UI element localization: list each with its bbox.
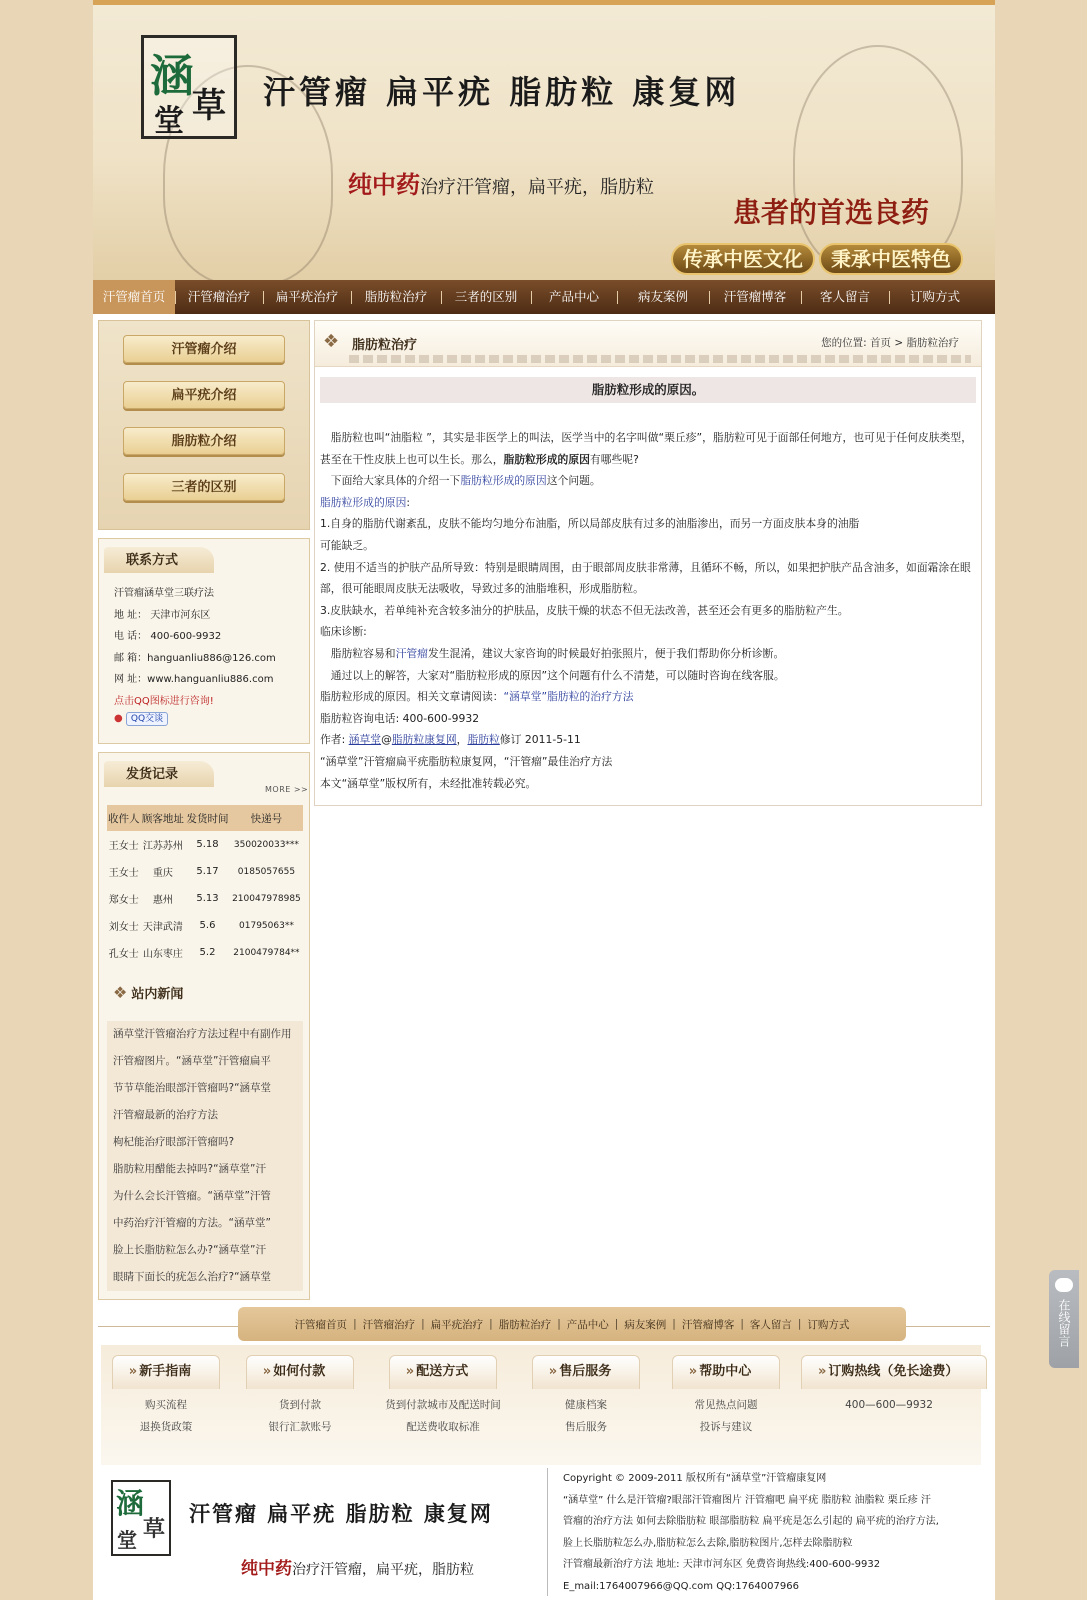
decorative-pattern [349,355,971,363]
footer-link[interactable]: 脂肪粒治疗 [498,1318,552,1331]
news-item[interactable]: 脂肪粒用醋能去掉吗?“涵草堂”汗 [113,1163,266,1175]
contact-line: 汗管瘤涵草堂三联疗法 [114,588,214,599]
sidebar-item-milia-intro[interactable]: 脂肪粒介绍 [123,427,285,455]
contact-title: 联系方式 [104,547,214,573]
site-link[interactable]: 脂肪粒康复网 [391,733,457,747]
nav-item-difference[interactable]: 三者的区别 [441,280,531,314]
banner-title: 汗管瘤 扁平疣 脂肪粒 康复网 [263,73,741,111]
article-link[interactable]: 脂肪粒形成的原因 [320,495,407,509]
table-row: 王女士 重庆 5.17 0185057655 [108,866,296,879]
help-link[interactable]: 健康档案 [565,1399,607,1411]
footer-subtitle: 纯中药治疗汗管瘤，扁平疣，脂肪粒 [241,1559,474,1579]
help-section [101,1345,981,1465]
email-line: E_mail:1764007966@QQ.com QQ:1764007966 [563,1580,799,1592]
footer-link[interactable]: 扁平疣治疗 [430,1318,484,1331]
col-date: 发货时间 [185,805,230,831]
help-link[interactable]: 售后服务 [565,1420,607,1433]
news-list [107,1021,303,1291]
breadcrumb[interactable]: 您的位置: 首页 > 脂肪粒治疗 [821,337,959,349]
table-row: 王女士 江苏苏州 5.18 350020033*** [108,839,299,852]
footer-link[interactable]: 汗管瘤首页 [294,1318,348,1331]
article-title: 脂肪粒形成的原因。 [320,377,976,403]
footer-link[interactable]: 汗管瘤博客 [681,1318,735,1331]
site-logo[interactable]: 涵 草 堂 [141,35,237,139]
news-item[interactable]: 汗管瘤图片。“涵草堂”汗管瘤扁平 [113,1055,271,1067]
col-recipient: 收件人 [107,805,141,831]
contact-address: 地 址： 天津市河东区 [114,609,211,621]
footer-link[interactable]: 订购方式 [807,1318,850,1331]
keyword-line[interactable]: “涵草堂” 什么是汗管瘤?眼部汗管瘤图片 汗管瘤吧 扁平疣 脂肪粒 油脂粒 栗丘疹 汗 [563,1494,931,1506]
footer-divider-vertical [547,1468,548,1596]
help-link[interactable]: 货到付款城市及配送时间 [385,1399,501,1411]
copyright-section [101,1468,989,1600]
badge-heritage: 传承中医文化 [671,243,815,275]
news-item[interactable]: 中药治疗汗管瘤的方法。“涵草堂” [113,1217,271,1229]
qq-icon: ● [114,713,123,724]
help-col-help-center: » 帮助中心 常见热点问题 投诉与建议 [661,1355,791,1438]
nav-item-home[interactable]: 汗管瘤首页 [93,280,175,314]
diamond-icon: ❖ [113,983,128,1002]
table-row: 孔女士 山东枣庄 5.2 2100479784** [108,947,300,960]
footer-link[interactable]: 产品中心 [566,1318,609,1331]
main-header [315,321,981,367]
shipping-title: 发货记录 [104,761,214,787]
news-item[interactable]: 枸杞能治疗眼部汗管瘤吗? [113,1136,235,1148]
news-item[interactable]: 眼睛下面长的疣怎么治疗?“涵草堂 [113,1271,272,1283]
section-title: 脂肪粒治疗 [352,338,418,353]
nav-item-order[interactable]: 订购方式 [889,280,981,314]
footer-logo: 涵 草 堂 [111,1480,171,1556]
article-body: 脂肪粒也叫“油脂粒 ”，其实是非医学上的叫法，医学当中的名字叫做“栗丘疹”，脂肪粒可见于面部任何地方，也可见于任何皮肤类型， 甚至在干性皮肤上也可以生长。那么，脂肪粒形成的原因有哪些呢? 下面给大家具体的介绍一下脂肪粒形成的原因这个问题。 脂肪粒形成的原因: 1.自身的脂肪代谢紊乱，皮肤不能均匀地分布油脂，所以局部皮肤有过多的油脂渗出，而另一方面皮肤本身的油脂 可能缺乏。 2. 使用不适当的护肤产品所导致：特别是眼睛周围，由于眼部周皮肤非常薄，且循环不畅，所以，如果把护肤产品含油多，如面霜涂在眼 部，很可能眼周皮肤无法吸收，导致过多的油脂堆积，形成脂肪粒。 3.皮肤缺水，若单纯补充含较多油分的护肤品，皮肤干燥的状态不但无法改善，甚至还会有更多的脂肪粒产生。 临床诊断: 脂肪粒容易和汗管瘤发生混淆，建议大家咨询的时候最好拍张照片，便于我们帮助你分析诊断。 通过以上的解答，大家对“脂肪粒形成的原因”这个问题有什么不清楚，可以随时咨询在线客服。 脂肪粒形成的原因。相关文章请阅读：“涵草堂”脂肪粒的治疗方法 脂肪粒咨询电话: 400-600-9932 作者: 涵草堂@脂肪粒康复网，脂肪粒修订 2011-5-11 “涵草堂”汗管瘤扁平疣脂肪粒康复网，“汗管瘤”最佳治疗方法 本文“涵草堂”版权所有，未经批准转载必究。 [320,431,973,790]
nav-item-guestbook[interactable]: 客人留言 [801,280,889,314]
sidebar-item-flat-wart-intro[interactable]: 扁平疣介绍 [123,381,285,409]
address-line: 汗管瘤最新治疗方法 地址: 天津市河东区 免费咨询热线:400-600-9932 [563,1559,881,1570]
header-banner [93,0,995,280]
online-message-widget[interactable]: 在线留言 [1049,1270,1079,1368]
article-link[interactable]: 汗管瘤 [395,646,428,660]
keyword-line[interactable]: 管瘤的治疗方法 如何去除脂肪粒 眼部脂肪粒 扁平疣是怎么引起的 扁平疣的治疗方法, [563,1516,939,1527]
nav-item-milia[interactable]: 脂肪粒治疗 [351,280,441,314]
news-item[interactable]: 节节草能治眼部汗管瘤吗?“涵草堂 [113,1082,272,1094]
help-link[interactable]: 货到付款 [279,1399,321,1411]
footer-link[interactable]: 客人留言 [749,1318,792,1331]
table-row: 郑女士 惠州 5.13 210047978985 [108,893,301,906]
help-col-aftersale: » 售后服务 健康档案 售后服务 [527,1355,645,1438]
shipping-table [107,805,303,966]
contact-website: 网 址：www.hanguanliu886.com [114,674,274,685]
banner-subtitle: 纯中药治疗汗管瘤，扁平疣，脂肪粒 [348,170,654,199]
contact-box [98,538,310,744]
author-link[interactable]: 涵草堂 [348,733,382,747]
footer-link[interactable]: 汗管瘤治疗 [362,1318,416,1331]
copyright-text [563,1468,987,1597]
shipping-box [98,752,310,1300]
news-title: ❖ 站内新闻 [113,983,184,1002]
main-content [314,320,982,806]
banner-slogan: 患者的首选良药 [733,196,930,229]
qq-tip: 点击QQ图标进行咨询! [114,695,214,707]
help-link[interactable]: 投诉与建议 [699,1420,753,1433]
chat-bubble-icon [1055,1278,1073,1292]
table-row: 刘女士 天津武清 5.6 01795063** [108,920,294,933]
sidebar-item-difference[interactable]: 三者的区别 [123,473,285,501]
col-tracking: 快递号 [230,805,303,831]
help-col-delivery: » 配送方式 货到付款城市及配送时间 配送费收取标准 [365,1355,521,1438]
help-link[interactable]: 购买流程 [145,1399,187,1411]
news-item[interactable]: 汗管瘤最新的治疗方法 [113,1109,218,1121]
help-col-newbie: » 新手指南 购买流程 退换货政策 [107,1355,225,1438]
sidebar-item-syringoma-intro[interactable]: 汗管瘤介绍 [123,335,285,363]
col-address: 顾客地址 [141,805,186,831]
badge-feature: 秉承中医特色 [819,243,963,275]
keyword-line[interactable]: 脸上长脂肪粒怎么办,脂肪粒怎么去除,脂肪粒图片,怎样去除脂肪粒 [563,1537,853,1549]
related-article-link[interactable]: “涵草堂”脂肪粒的治疗方法 [503,690,634,704]
nav-item-syringoma[interactable]: 汗管瘤治疗 [175,280,263,314]
help-link[interactable]: 配送费收取标准 [406,1420,480,1433]
more-link[interactable]: MORE >> [265,785,309,794]
qq-chat-button[interactable]: QQ交谈 [126,712,168,726]
news-item[interactable]: 涵草堂汗管瘤治疗方法过程中有副作用 [113,1028,292,1040]
page [93,0,995,1600]
article-link[interactable]: 脂肪粒形成的原因 [460,474,547,488]
contact-phone: 电 话： 400-600-9932 [114,631,222,642]
news-item[interactable]: 为什么会长汗管瘤。“涵草堂”汗管 [113,1190,271,1202]
nav-item-products[interactable]: 产品中心 [531,280,617,314]
footer-link[interactable]: 病友案例 [624,1318,667,1331]
help-link[interactable]: 银行汇款账号 [268,1420,332,1433]
contact-email: 邮 箱：hanguanliu886@126.com [114,652,276,664]
nav-item-flat-wart[interactable]: 扁平疣治疗 [263,280,351,314]
nav-item-blog[interactable]: 汗管瘤博客 [709,280,801,314]
sidebar-menu [98,320,310,530]
tag-link[interactable]: 脂肪粒 [467,733,500,747]
help-col-payment: » 如何付款 货到付款 银行汇款账号 [241,1355,359,1438]
hotline-number: 400—600—9932 [845,1399,933,1411]
footer-nav: 汗管瘤首页 | 汗管瘤治疗 | 扁平疣治疗 | 脂肪粒治疗 | 产品中心 | 病友案例 | 汗管瘤博客 | 客人留言 | 订购方式 [238,1307,906,1341]
help-col-hotline: » 订购热线（免长途费） 400—600—9932 [801,1355,977,1417]
news-item[interactable]: 脸上长脂肪粒怎么办?“涵草堂”汗 [113,1244,266,1256]
footer-title: 汗管瘤 扁平疣 脂肪粒 康复网 [189,1501,493,1526]
sage-illustration-right [793,45,963,275]
diamond-icon: ❖ [323,331,340,352]
help-link[interactable]: 常见热点问题 [694,1399,758,1411]
copyright-line: Copyright © 2009-2011 版权所有“涵草堂”汗管瘤康复网 [563,1473,827,1484]
main-nav [93,280,995,314]
nav-item-cases[interactable]: 病友案例 [617,280,709,314]
help-link[interactable]: 退换货政策 [139,1420,193,1433]
